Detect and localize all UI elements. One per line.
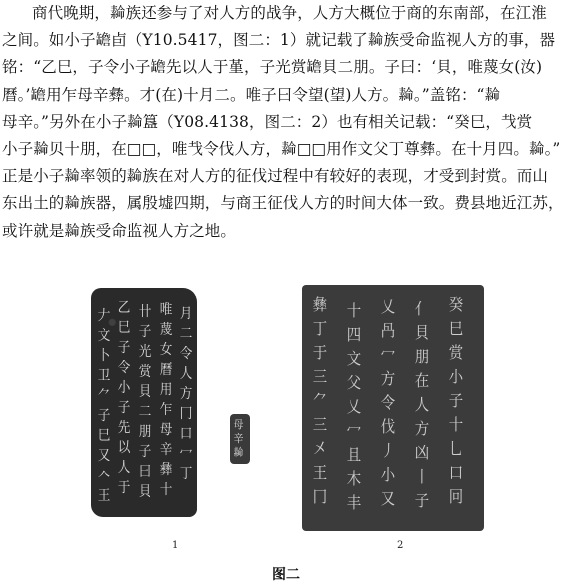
figure-caption: 图二 [272,567,300,583]
text-line: 正是小子𦅫率领的𦅫族在对人方的征伐过程中有较好的表现，才受到封赏。而山 [2,167,549,186]
text-line: 小子𦅫贝十朋，在□□，唯𢦏令伐人方，𦅫□□用作文父丁尊彝。在十月四。𦅫。” [2,139,561,158]
text-line: 铭：“乙巳，子令小子𦉜先以人于堇，子光赏𦉜貝二朋。子曰：‘貝，唯蔑女(汝) [2,58,543,77]
figure-label-1: 1 [172,540,179,551]
figure-two [0,275,580,587]
text-line: 之间。如小子𦉜卣（Y10.5417，图二：1）就记载了𦅫族受命监视人方的事，器 [2,31,556,50]
inscription-rubbing-1: 𠂇 文 卜 卫 ⺈ 子 巳 又 𠆢 王 乙 巳 子 令 小 子 先 以 人 于 卄 子 光 赏 貝 二 朋 子 曰 貝 唯 蔑 女 曆 用 乍 母 辛 彝 十 月 二 令 人 方 冂 口 冖 丁 [91,288,197,517]
text-line: 商代晚期，𦅫族还参与了对人方的战争，人方大概位于商的东南部，在江淮 [32,4,547,22]
inscription-rubbing-lid: 母 辛 𦅫 [230,414,250,464]
text-line: 或许就是𦅫族受命监视人方之地。 [2,221,237,240]
inscription-rubbing-2: 彝 丁 于 三 ⺈ 三 㐅 王 冂 十 四 文 父 乂 冖 且 木 丰 乂 冎 冖 方 令 伐 丿 小 又 亻 貝 朋 在 人 方 凶 丨 子 癸 巳 赏 小 子 十 乚 口 冋 [302,285,484,531]
article-body [2,0,576,245]
text-line: 曆。’𦉜用乍母辛彝。才(在)十月二。唯子曰令望(望)人方。𦅫。”盖铭：“𦅫 [2,85,501,104]
text-line: 东出土的𦅫族器，属殷墟四期，与商王征伐人方的时间大体一致。费县地近江苏， [2,194,564,213]
figure-label-2: 2 [397,540,404,551]
text-line: 母辛。”另外在小子𦅫簋（Y08.4138，图二：2）也有相关记载：“癸巳，𢦏赏 [2,112,533,131]
